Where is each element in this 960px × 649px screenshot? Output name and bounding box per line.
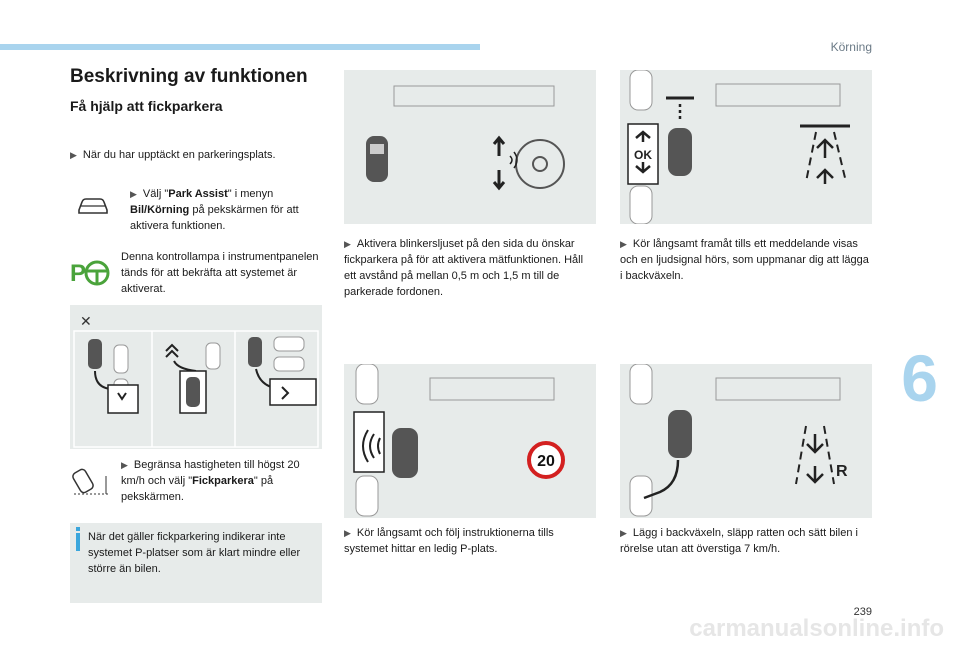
section-subtitle: Få hjälp att fickparkera: [70, 98, 223, 114]
search-panel: [344, 364, 596, 518]
bullet-icon: ▶: [620, 239, 627, 249]
col2-bottom-text: ▶ Kör långsamt och följ instruktionerna tills systemet hittar en ledig P-plats.: [344, 527, 554, 555]
col3-top-text: ▶ Kör långsamt framåt tills ett meddelande visas och en ljudsignal hörs, som uppmanar dig att lägga i backväxeln.: [620, 238, 869, 282]
bullet-icon: ▶: [344, 239, 351, 249]
blinker-panel: [344, 70, 596, 224]
parking-mode-panel: [70, 305, 322, 449]
ok-label: OK: [634, 148, 652, 162]
top-accent-bar: [0, 44, 480, 50]
indicator-p-letter: P: [70, 260, 87, 287]
bullet-icon: ▶: [121, 460, 128, 470]
forward-ok-illustration: [620, 70, 872, 224]
speed-limit-label: 20: [537, 453, 555, 470]
col2-top-text: ▶ Aktivera blinkersljuset på den sida du önskar fickparkera på för att aktivera mätfunktionen. Håll ett avstånd på mellan 0,5 m och 1,5 m till de parkerade fordonen.: [344, 238, 584, 298]
close-icon: ✕: [80, 313, 92, 329]
search-illustration: [344, 364, 596, 518]
bullet-icon: ▶: [620, 528, 627, 538]
step2-text: ▶ Begränsa hastigheten till högst 20 km/h och välj "Fickparkera" på pekskärmen.: [121, 459, 300, 503]
page-title: Beskrivning av funktionen: [70, 66, 308, 87]
parking-mode-illustration: [70, 305, 322, 449]
step1-text: ▶ Välj "Park Assist" i menyn Bil/Körning på pekskärmen för att aktivera funktionen.: [130, 188, 299, 232]
reverse-panel: [620, 364, 872, 518]
park-assist-indicator-icon: [70, 258, 112, 288]
bullet-icon: ▶: [344, 528, 351, 538]
forward-ok-panel: [620, 70, 872, 224]
info-icon: [76, 533, 80, 551]
info-note: [70, 523, 322, 603]
parallel-park-icon: [70, 466, 112, 498]
page-number: 239: [853, 606, 872, 618]
watermark: carmanualsonline.info: [689, 615, 944, 642]
section-label: Körning: [830, 40, 872, 54]
reverse-label: R: [836, 463, 848, 480]
col3-bottom-text: ▶ Lägg i backväxeln, släpp ratten och sätt bilen i rörelse utan att överstiga 7 km/h.: [620, 527, 858, 555]
reverse-illustration: [620, 364, 872, 518]
intro-bullet: ▶ När du har upptäckt en parkeringsplats.: [70, 149, 276, 161]
info-note-text: När det gäller fickparkering indikerar inte systemet P-platser som är klart mindre eller större än bilen.: [88, 531, 301, 575]
bullet-icon: ▶: [130, 189, 137, 199]
blinker-illustration: [344, 70, 596, 224]
indicator-text: Denna kontrollampa i instrumentpanelen tänds för att bekräfta att systemet är aktiverat.: [121, 251, 319, 295]
car-menu-icon: [76, 196, 110, 216]
chapter-number: 6: [901, 341, 938, 415]
bullet-icon: ▶: [70, 150, 77, 160]
